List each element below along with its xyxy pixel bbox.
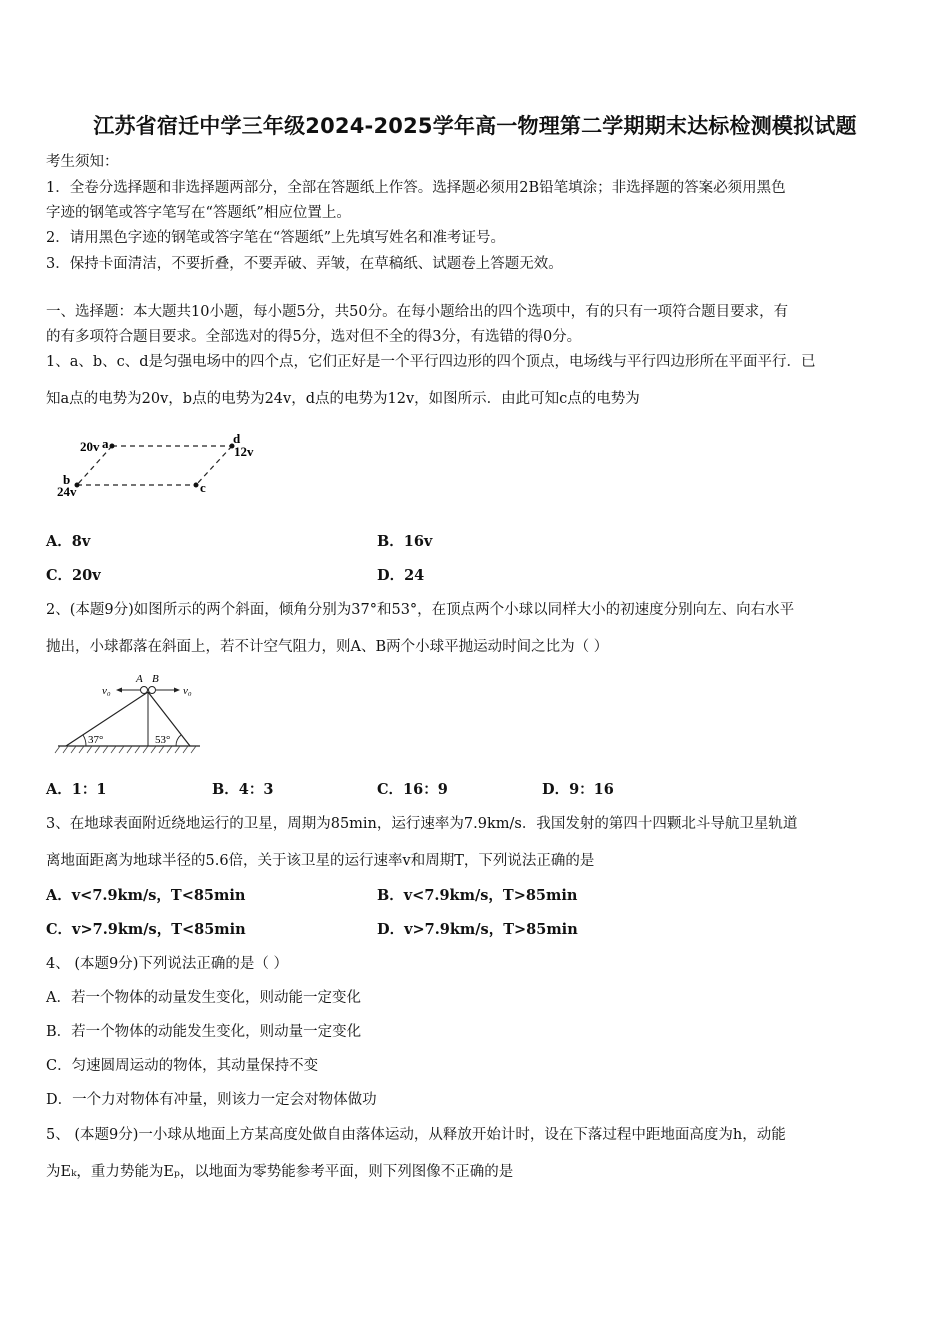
q4-option-d[interactable]: D．一个力对物体有冲量，则该力一定会对物体做功 xyxy=(46,1092,377,1108)
q1-option-b[interactable]: B．16v xyxy=(377,533,433,550)
q1-stem: 1、a、b、c、d是匀强电场中的四个点，它们正好是一个平行四边形的四个顶点，电场线与平行四边形所在平面平行．已 xyxy=(46,354,816,370)
label-c: c xyxy=(200,480,206,495)
q1-option-a[interactable]: A．8v xyxy=(46,533,91,550)
point-c xyxy=(194,483,199,488)
q4-option-c[interactable]: C．匀速圆周运动的物体，其动量保持不变 xyxy=(46,1058,319,1074)
velocity-right-label: v₀ xyxy=(183,685,192,697)
q1-stem-cont: 知a点的电势为20v，b点的电势为24v，d点的电势为12v，如图所示．由此可知c点的电势为 xyxy=(46,391,640,407)
label-a: a xyxy=(102,436,109,451)
label-a-value: 20v xyxy=(80,439,100,454)
q3-stem: 3、在地球表面附近绕地运行的卫星，周期为85min，运行速率为7.9km/s．我国发射的第四十四颗北斗导航卫星轨道 xyxy=(46,816,798,832)
angle-53-label: 53° xyxy=(155,734,171,746)
section-instructions-cont: 的有多项符合题目要求。全部选对的得5分，选对但不全的得3分，有选错的得0分。 xyxy=(46,329,582,345)
q1-option-c[interactable]: C．20v xyxy=(46,567,101,584)
q3-stem-cont: 离地面距离为地球半径的5.6倍，关于该卫星的运行速率v和周期T，下列说法正确的是 xyxy=(46,853,595,869)
q2-stem-cont: 抛出，小球都落在斜面上，若不计空气阻力，则A、B两个小球平抛运动时间之比为（ ） xyxy=(46,639,609,655)
page-title: 江苏省宿迁中学三年级2024-2025学年高一物理第二学期期末达标检测模拟试题 xyxy=(93,114,857,138)
notice-item-1-cont: 字迹的钢笔或答字笔写在“答题纸”相应位置上。 xyxy=(46,205,351,221)
label-d-value: 12v xyxy=(234,444,254,459)
q4-option-b[interactable]: B．若一个物体的动能发生变化，则动量一定变化 xyxy=(46,1024,362,1040)
q2-stem: 2、(本题9分)如图所示的两个斜面，倾角分别为37°和53°，在顶点两个小球以同样大小的初速度分别向左、向右水平 xyxy=(46,602,795,618)
label-b-value: 24v xyxy=(57,484,77,499)
ball-b-label: B xyxy=(152,673,159,685)
q2-option-d[interactable]: D．9：16 xyxy=(542,781,614,798)
q2-inclined-planes-figure xyxy=(52,668,212,758)
section-instructions: 一、选择题：本大题共10小题，每小题5分，共50分。在每小题给出的四个选项中，有的只有一项符合题目要求，有 xyxy=(46,304,789,320)
q1-parallelogram-figure xyxy=(50,428,270,503)
q2-option-c[interactable]: C．16：9 xyxy=(377,781,448,798)
label-b: b xyxy=(63,472,71,487)
notice-heading: 考生须知： xyxy=(46,154,119,170)
label-d: d xyxy=(233,431,241,446)
q2-option-b[interactable]: B．4：3 xyxy=(212,781,274,798)
q4-option-a[interactable]: A．若一个物体的动量发生变化，则动能一定变化 xyxy=(46,990,361,1006)
notice-item-1: 1．全卷分选择题和非选择题两部分，全部在答题纸上作答。选择题必须用2B铅笔填涂；非选择题的答案必须用黑色 xyxy=(46,180,786,196)
q3-option-c[interactable]: C．v>7.9km/s，T<85min xyxy=(46,921,246,938)
ball-a xyxy=(141,687,148,694)
q5-stem: 5、 (本题9分)一小球从地面上方某高度处做自由落体运动，从释放开始计时，设在下落过程中距地面高度为h，动能 xyxy=(46,1127,786,1143)
q1-option-d[interactable]: D．24 xyxy=(377,567,425,584)
q3-option-a[interactable]: A．v<7.9km/s，T<85min xyxy=(46,887,246,904)
ball-a-label: A xyxy=(136,673,143,685)
ball-b xyxy=(149,687,156,694)
q3-option-b[interactable]: B．v<7.9km/s，T>85min xyxy=(377,887,578,904)
q4-stem: 4、 (本题9分)下列说法正确的是（ ） xyxy=(46,956,288,972)
q5-stem-cont: 为Eₖ，重力势能为Eₚ，以地面为零势能参考平面，则下列图像不正确的是 xyxy=(46,1164,514,1180)
notice-item-2: 2．请用黑色字迹的钢笔或答字笔在“答题纸”上先填写姓名和准考证号。 xyxy=(46,230,506,246)
q3-option-d[interactable]: D．v>7.9km/s，T>85min xyxy=(377,921,578,938)
angle-37-label: 37° xyxy=(88,734,104,746)
point-a xyxy=(110,444,115,449)
velocity-left-label: v₀ xyxy=(102,685,111,697)
q2-option-a[interactable]: A．1：1 xyxy=(46,781,107,798)
notice-item-3: 3．保持卡面清洁，不要折叠，不要弄破、弄皱，在草稿纸、试题卷上答题无效。 xyxy=(46,256,563,272)
